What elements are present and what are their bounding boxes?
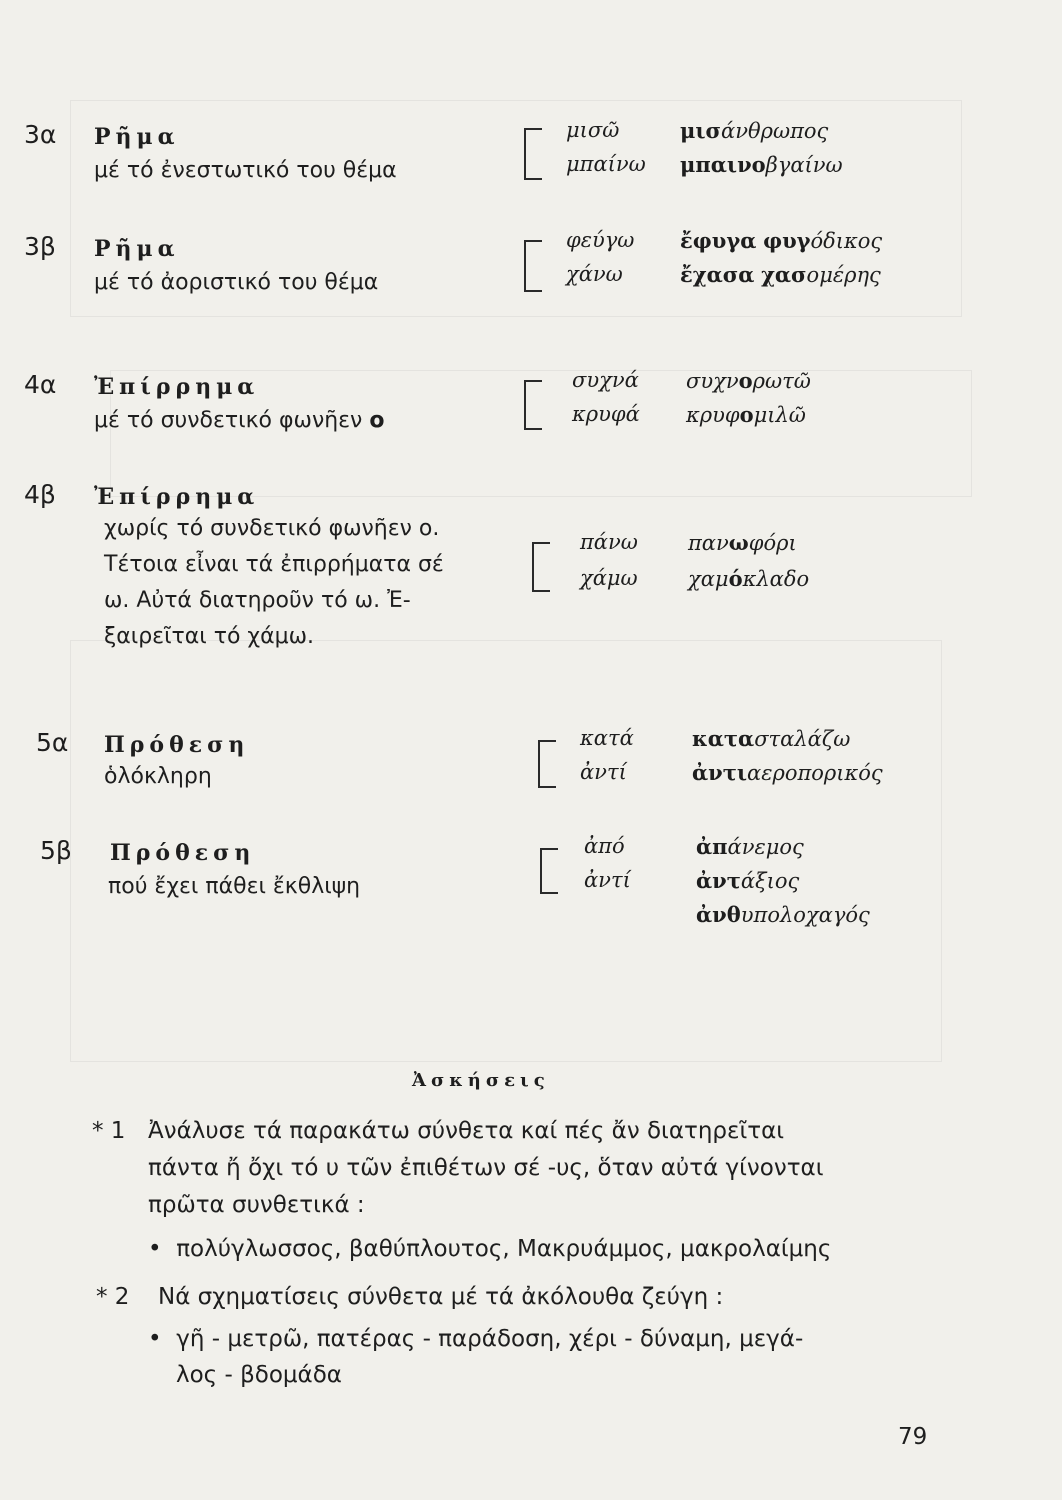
rule-description: μέ τό ἀοριστικό του θέμα [94, 270, 379, 295]
rule-number: 5β [40, 836, 72, 865]
exercise-marker: * 1 [92, 1118, 126, 1144]
rule-number: 3α [24, 120, 57, 149]
rule-number: 3β [24, 232, 56, 261]
rule-number: 5α [36, 728, 69, 757]
exercise-bullet: • πολύγλωσσος, βαθύπλουτος, Μακρυάμμος, μακρολαίμης [148, 1236, 832, 1262]
rule-title: Ἐπίρρημα [94, 374, 260, 400]
example-base-word: ἀντί [580, 760, 627, 784]
example-base-word: κρυφά [572, 402, 640, 426]
example-base-word: συχνά [572, 368, 639, 392]
example-base-word: κατά [580, 726, 634, 750]
exercise-text: Ἀνάλυσε τά παρακάτω σύνθετα καί πές ἄν διατηρεῖται [148, 1118, 785, 1144]
rule-description: πού ἔχει πάθει ἔκθλιψη [108, 874, 361, 899]
example-compound: κρυφομιλῶ [686, 402, 806, 427]
example-compound: συχνορωτῶ [686, 368, 811, 393]
exercise-bullet: • γῆ - μετρῶ, πατέρας - παράδοση, χέρι - δύναμη, μεγά- [148, 1326, 804, 1352]
example-base-word: πάνω [580, 530, 638, 554]
bracket [524, 128, 542, 180]
example-compound: ἀντιαεροπορικός [692, 760, 883, 785]
example-base-word: φεύγω [566, 228, 635, 252]
bracket [538, 740, 556, 788]
page-number: 79 [898, 1424, 928, 1450]
rule-description: μέ τό συνδετικό φωνῆεν ο [94, 408, 385, 433]
rule-description: μέ τό ἐνεστωτικό του θέμα [94, 158, 397, 183]
exercise-text: πάντα ἤ ὄχι τό υ τῶν ἐπιθέτων σέ -υς, ὅταν αὐτά γίνονται [148, 1155, 824, 1181]
example-compound: κατασταλάζω [692, 726, 851, 751]
rule-title: Ρῆμα [94, 124, 180, 150]
example-base-word: μπαίνω [566, 152, 646, 176]
rule-description: χωρίς τό συνδετικό φωνῆεν ο. [104, 516, 440, 541]
exercises-heading: Ἀσκήσεις [412, 1070, 550, 1091]
rule-title: Ἐπίρρημα [94, 484, 260, 510]
example-base-word: χάμω [580, 566, 638, 590]
rule-description: ω. Αὐτά διατηροῦν τό ω. Ἐ- [104, 588, 411, 613]
rule-description: ὁλόκληρη [104, 764, 212, 789]
bullet-dot: • [148, 1236, 162, 1262]
rule-number: 4α [24, 370, 57, 399]
example-compound: ἀνθυπολοχαγός [696, 902, 870, 927]
example-base-word: μισῶ [566, 118, 620, 142]
exercise-marker: * 2 [96, 1284, 130, 1310]
example-base-word: ἀπό [584, 834, 625, 858]
bracket [524, 380, 542, 430]
rule-title: Πρόθεση [104, 732, 250, 758]
rule-description: Τέτοια εἶναι τά ἐπιρρήματα σέ [104, 552, 444, 577]
example-compound: πανωφόρι [688, 530, 797, 555]
exercise-text: Νά σχηματίσεις σύνθετα μέ τά ἀκόλουθα ζεύγη : [158, 1284, 724, 1310]
example-compound: μισάνθρωπος [680, 118, 829, 143]
bracket [524, 240, 542, 292]
rule-title: Ρῆμα [94, 236, 180, 262]
exercise-bullet-continuation: λος - βδομάδα [176, 1362, 342, 1388]
rule-number: 4β [24, 480, 56, 509]
example-compound: ἀπάνεμος [696, 834, 804, 859]
example-compound: ἔφυγα φυγόδικος [680, 228, 883, 253]
bracket [540, 848, 558, 894]
bracket [532, 542, 550, 592]
example-base-word: χάνω [566, 262, 623, 286]
bullet-dot: • [148, 1326, 162, 1352]
example-compound: χαμόκλαδο [688, 566, 810, 591]
example-compound: μπαινοβγαίνω [680, 152, 843, 177]
rule-description: ξαιρεῖται τό χάμω. [104, 624, 315, 649]
rule-title: Πρόθεση [110, 840, 256, 866]
exercise-text: πρῶτα συνθετικά : [148, 1192, 365, 1218]
example-compound: ἀντάξιος [696, 868, 800, 893]
example-base-word: ἀντί [584, 868, 631, 892]
example-compound: ἔχασα χασομέρης [680, 262, 881, 287]
